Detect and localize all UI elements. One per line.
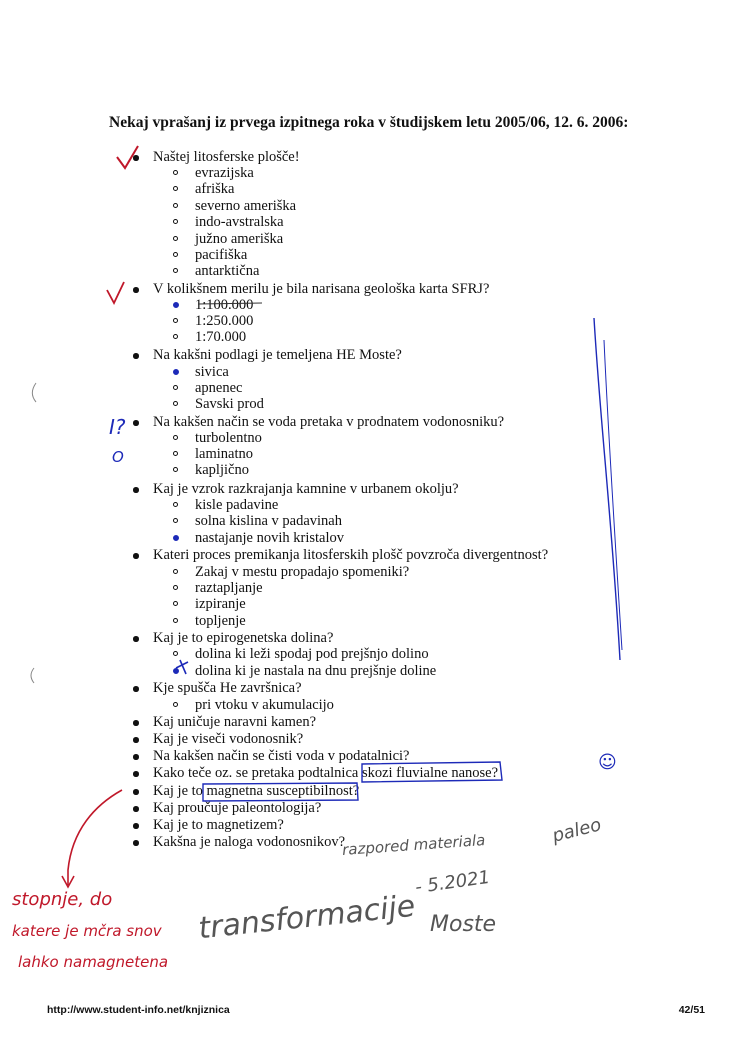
option-1-5: južno ameriška [195,231,284,247]
footer-url: http://www.student-info.net/knjiznica [47,1004,230,1016]
question-12: Kako teče oz. se pretaka podtalnica skozi fluvialne nanose? [153,765,499,781]
question-16: Kakšna je naloga vodonosnikov? [153,834,346,850]
red-note-line-1: stopnje, do [12,889,113,910]
document-title: Nekaj vprašanj iz prvega izpitnega roka v študijskem letu 2005/06, 12. 6. 2006: [109,114,629,131]
option-5-3: nastajanje novih kristalov [195,530,344,546]
option-1-7: antarktična [195,263,260,279]
question-9: Kaj uničuje naravni kamen? [153,714,317,730]
footer-page-number: 42/51 [678,1004,705,1016]
option-3-3: Savski prod [195,396,264,412]
option-8-1: pri vtoku v akumulacijo [195,697,334,713]
option-7-1: dolina ki leži spodaj pod prejšnjo dolino [195,646,429,662]
option-1-1: evrazijska [195,165,254,181]
blue-mark-question: I? [109,415,126,439]
option-4-1: turbolentno [195,430,262,446]
pencil-note-paleo: paleo [550,814,604,847]
pencil-note-date: - 5.2021 [413,866,492,899]
question-6: Kateri proces premikanja litosferskih plošč povzroča divergentnost? [153,547,549,563]
blue-vertical-line [594,318,620,660]
option-6-3: izpiranje [195,596,246,612]
question-13: Kaj je to magnetna susceptibilnost? [153,783,360,799]
option-2-2: 1:250.000 [195,313,254,329]
question-4: Na kakšen način se voda pretaka v prodnatem vodonosniku? [153,414,505,430]
option-5-1: kisle padavine [195,497,279,513]
option-4-2: laminatno [195,446,253,462]
option-3-2: apnenec [195,380,243,396]
question-1: Naštej litosferske plošče! [153,149,300,165]
blue-box-2 [203,783,358,801]
red-note-line-3: lahko namagnetena [18,953,169,971]
pencil-note-transformacije: transformacije [196,888,417,947]
option-3-1: sivica [195,364,229,380]
pencil-note-moste: Moste [430,912,497,937]
question-11: Na kakšen način se čisti voda v podatalnici? [153,748,410,764]
question-14: Kaj proučuje paleontologija? [153,800,322,816]
option-6-4: topljenje [195,613,246,629]
left-paren-1 [32,383,36,402]
question-5: Kaj je vzrok razkrajanja kamnine v urbanem okolju? [153,481,459,497]
option-6-1: Zakaj v mestu propadajo spomeniki? [195,564,410,580]
red-note-line-2: katere je mčra snov [12,922,162,940]
red-checkmark-2 [107,282,124,303]
blue-mark-circle: O [112,448,124,466]
option-5-2: solna kislina v padavinah [195,513,342,529]
blue-vertical-line-2 [604,340,622,650]
question-15: Kaj je to magnetizem? [153,817,284,833]
red-arrow-curve [68,790,122,885]
pencil-note-razpored: razpored materiala [341,831,486,859]
option-1-4: indo-avstralska [195,214,284,230]
option-4-3: kapljično [195,462,249,478]
blue-smiley: ☺ [598,752,617,773]
option-1-3: severno ameriška [195,198,297,214]
option-7-2: dolina ki je nastala na dnu prejšnje doline [195,663,437,679]
blue-box-1 [362,762,502,782]
option-6-2: raztapljanje [195,580,263,596]
question-7: Kaj je to epirogenetska dolina? [153,630,334,646]
blue-cross [176,660,188,674]
left-paren-2 [31,668,34,683]
question-10: Kaj je viseči vodonosnik? [153,731,304,747]
option-1-2: afriška [195,181,235,197]
question-2: V kolikšnem merilu je bila narisana geološka karta SFRJ? [153,281,490,297]
question-8: Kje spušča He završnica? [153,680,302,696]
option-2-3: 1:70.000 [195,329,247,345]
question-3: Na kakšni podlagi je temeljena HE Moste? [153,347,402,363]
option-2-1: 1:100.000 [195,297,254,313]
option-1-6: pacifiška [195,247,248,263]
strike-line [198,303,262,304]
red-checkmark-1 [117,146,138,168]
